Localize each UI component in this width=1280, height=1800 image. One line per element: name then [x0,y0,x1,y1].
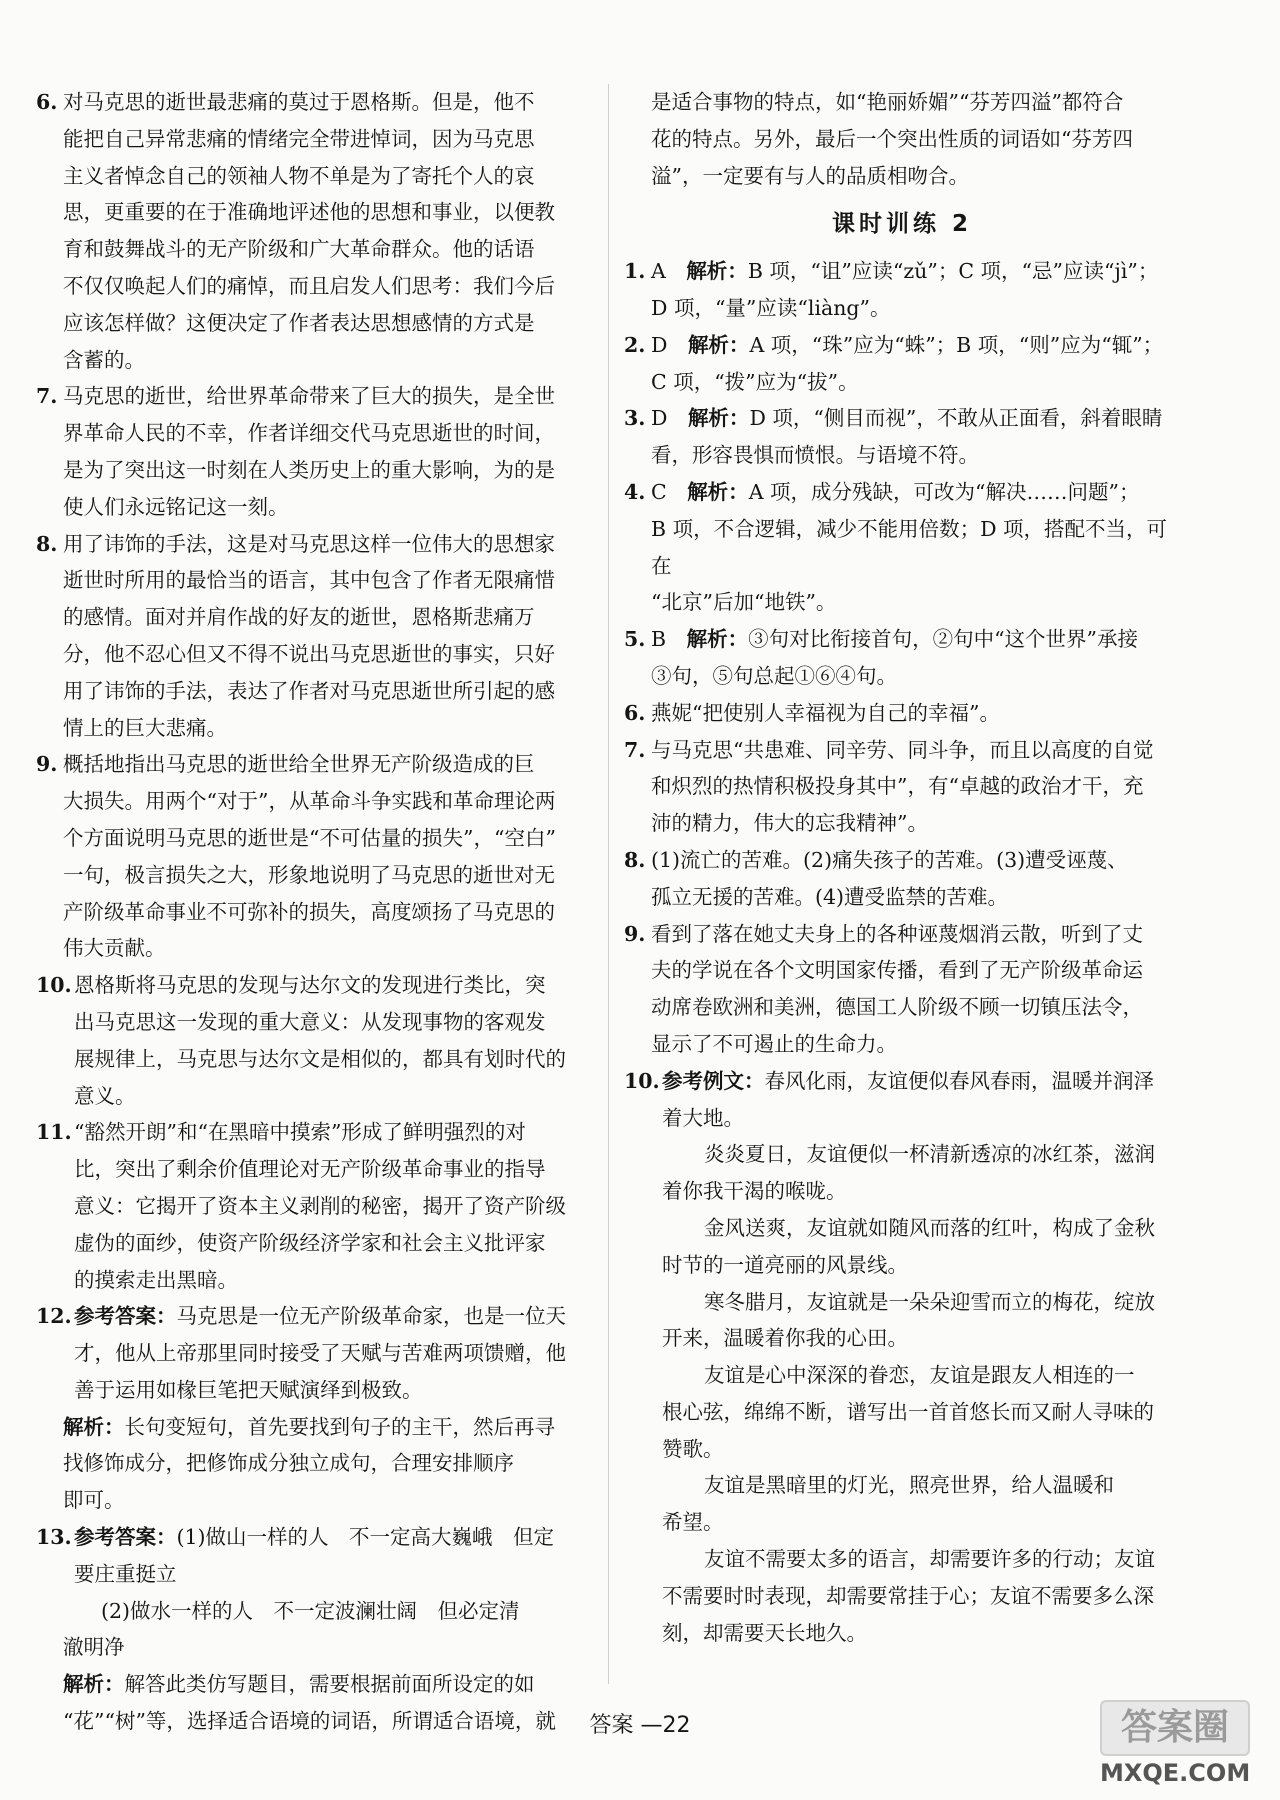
answer-item [36,526,594,747]
reference-answer-label: 参考答案： [74,1525,177,1550]
answer-text-line: 不仅仅唤起人们的痛悼，而且启发人们思考：我们今后 [63,273,555,298]
answer-item [36,746,594,967]
answer-text-line: 和炽烈的热情积极投身其中”，有“卓越的政治才干，充 [651,774,1144,799]
essay-paragraph-line: 刻，却需要天长地久。 [662,1620,867,1645]
answer-text-line: 个方面说明马克思的逝世是“不可估量的损失”，“空白” [63,825,556,850]
section-title: 课时训练 2 [831,211,972,238]
answer-text-line: 要庄重挺立 [74,1561,177,1586]
answer-number: 9. [36,752,58,777]
essay-paragraph-line: 着你我干渴的喉咙。 [662,1179,847,1204]
answer-text-line: 一句，极言损失之大，形象地说明了马克思的逝世对无 [63,862,555,887]
answer-number: 10. [36,973,72,998]
analysis-label: 解析： [687,332,750,357]
answer-text-line: “北京”后加“地铁”。 [651,590,837,615]
answer-item [624,1063,1180,1137]
essay-paragraph-line: 寒冬腊月，友谊就是一朵朵迎雪而立的梅花，绽放 [704,1289,1155,1314]
answer-text-line: 应该怎样做？这便决定了作者表达思想感情的方式是 [63,310,535,335]
answer-item [624,621,1180,695]
essay-paragraph-line: 友谊是黑暗里的灯光，照亮世界，给人温暖和 [704,1473,1114,1498]
answer-line [662,1063,1180,1100]
essay-paragraph-line: 不需要时时表现，却需要常挂于心；友谊不需要多么深 [662,1583,1154,1608]
analysis-text: 找修饰成分，把修饰成分独立成句，合理安排顺序 [63,1451,514,1476]
answer-text-line: C 项，“拨”应为“拔”。 [651,369,859,394]
essay-paragraph-line: 金风送爽，友谊就如随风而落的红叶，构成了金秋 [704,1215,1155,1240]
analysis-line [36,1445,594,1482]
watermark-logo-text: 答案圈 [1100,1700,1250,1756]
analysis-text: “花”“树”等，选择适合语境的词语，所谓适合语境，就 [63,1709,556,1734]
answer-text-line: 思，更重要的在于准确地评述他的思想和事业，以便教 [63,200,555,225]
reference-answer-label: 参考例文： [662,1068,765,1093]
essay-paragraph-line: 赞歌。 [662,1436,724,1461]
answer-text-line: 沛的精力，伟大的忘我精神”。 [651,811,928,836]
essay-paragraph-line: 时节的一道亮丽的风景线。 [662,1252,908,1277]
answer-text-line: B 项，不合逻辑，减少不能用倍数；D 项，搭配不当，可在 [651,516,1168,578]
answer-item [36,378,594,525]
answer-item [624,400,1180,474]
answer-number: 2. [624,332,646,357]
answer-number: 13. [36,1525,72,1550]
answer-text-line: 才，他从上帝那里同时接受了天赋与苦难两项馈赠，他 [74,1341,566,1366]
answer-text-line: 用了讳饰的手法，这是对马克思这样一位伟大的思想家 [63,531,555,556]
answer-number: 5. [624,627,646,652]
analysis-text: 长句变短句，首先要找到句子的主干，然后再寻 [124,1414,555,1439]
answer-text-line: 用了讳饰的手法，表达了作者对马克思逝世所引起的感 [63,678,555,703]
answer-item [36,967,594,1114]
answer-text-line: 的摸索走出黑暗。 [74,1267,238,1292]
analysis-line [36,1482,594,1519]
answer-text-line: 显示了不可遏止的生命力。 [651,1031,897,1056]
answer-text-line: 看，形容畏惧而愤恨。与语境不符。 [651,443,979,468]
answer-choice: A [651,259,666,284]
answer-number: 6. [624,700,646,725]
answer-item [36,1519,594,1593]
sub-answer-line: (2)做水一样的人 不一定波澜壮阔 但必定清 [101,1598,520,1623]
answer-text-line: 育和鼓舞战斗的无产阶级和广大革命群众。他的话语 [63,237,535,262]
answer-number: 8. [624,847,646,872]
answer-text-line: 马克思的逝世，给世界革命带来了巨大的损失，是全世 [63,384,555,409]
answer-item [624,916,1180,1063]
answer-number: 7. [624,737,646,762]
answer-text-line: (1)做山一样的人 不一定高大巍峨 但定 [176,1525,555,1550]
answer-text-line: 含蓄的。 [63,347,145,372]
watermark-site-name: MXQE.COM [1100,1759,1251,1787]
answer-item [624,253,1180,327]
answer-text-line: 的感情。面对并肩作战的好友的逝世，恩格斯悲痛万 [63,605,535,630]
analysis-label: 解析： [63,1672,125,1697]
answer-text-line: A 项，“珠”应为“蛛”；B 项，“则”应为“辄”； [749,332,1164,357]
answer-text-line: 燕妮“把使别人幸福视为自己的幸福”。 [651,700,1000,725]
answer-text-line: ③句对比衔接首句，②句中“这个世界”承接 [748,627,1139,652]
answer-choice: D [651,406,668,431]
answer-text-line: 使人们永远铭记这一刻。 [63,494,289,519]
analysis-line [36,1409,594,1446]
analysis-label: 解析： [686,627,749,652]
continued-text-line: 花的特点。另外，最后一个突出性质的词语如“芬芳四 [651,126,1133,151]
page-footer [0,1708,1280,1739]
answer-text-line: “豁然开朗”和“在黑暗中摸索”形成了鲜明强烈的对 [74,1120,526,1145]
answer-text-line: 孤立无援的苦难。(4)遭受监禁的苦难。 [651,884,1009,909]
analysis-text: 解答此类仿写题目，需要根据前面所设定的如 [124,1672,535,1697]
reference-answer-label: 参考答案： [74,1304,177,1329]
answer-text-line: 伟大贡献。 [63,936,166,961]
answer-text-line: 夫的学说在各个文明国家传播，看到了无产阶级革命运 [651,958,1143,983]
analysis-label: 解析： [687,406,750,431]
answer-text-line: ③句，⑤句总起①⑥④句。 [651,663,897,688]
answer-item [624,474,1180,621]
answer-item [36,1114,594,1298]
answer-number: 12. [36,1304,72,1329]
answer-text-line: 意义。 [74,1083,136,1108]
right-column [624,84,1180,1651]
answer-text-line: B 项，“诅”应读“zǔ”；C 项，“忌”应读“jì”； [747,259,1159,284]
answer-text-line: 对马克思的逝世最悲痛的莫过于恩格斯。但是，他不 [63,90,535,114]
answer-line [651,621,1180,658]
answer-text-line: 界革命人民的不幸，作者详细交代马克思逝世的时间， [63,421,555,446]
answer-text-line: 能把自己异常悲痛的情绪完全带进悼词，因为马克思 [63,126,535,151]
answer-text-line: 分，他不忍心但又不得不说出马克思逝世的事实，只好 [63,641,555,666]
left-column [36,84,594,1740]
answer-number: 8. [36,531,58,556]
answer-text-line: 主义者悼念自己的领袖人物不单是为了寄托个人的哀 [63,163,535,188]
essay-paragraph-line: 希望。 [662,1510,724,1535]
answer-number: 6. [36,90,58,114]
analysis-label: 解析： [686,259,748,284]
answer-item [624,695,1180,732]
continued-text-line: 溢”，一定要有与人的品质相吻合。 [651,163,969,188]
sub-answer-line: 澈明净 [63,1635,125,1660]
answer-text-line: D 项，“量”应读“liàng”。 [651,295,891,320]
answer-number: 4. [624,479,646,504]
answer-text-line: A 项，成分残缺，可改为“解决……问题”； [748,479,1140,504]
analysis-line [36,1666,594,1703]
analysis-label: 解析： [63,1414,125,1439]
answer-text-line: 虚伪的面纱，使资产阶级经济学家和社会主义批评家 [74,1230,546,1255]
answer-line [651,474,1180,511]
page-number: 答案 —22 [589,1713,691,1738]
essay-paragraph-line: 友谊不需要太多的语言，却需要许多的行动；友谊 [704,1547,1155,1572]
answer-choice: B [651,627,667,652]
answer-line [74,1298,594,1335]
answer-item [36,1298,594,1408]
answer-text-line: 是为了突出这一时刻在人类历史上的重大影响，为的是 [63,457,555,482]
answer-text-line: 善于运用如椽巨笔把天赋演绎到极致。 [74,1377,423,1402]
answer-line [651,400,1180,437]
continued-text-line: 是适合事物的特点，如“艳丽娇媚”“芬芳四溢”都符合 [651,90,1124,114]
answer-text-line: 意义：它揭开了资本主义剥削的秘密，揭开了资产阶级 [74,1193,566,1218]
answer-text-line: 产阶级革命事业不可弥补的损失，高度颂扬了马克思的 [63,899,555,924]
answer-number: 11. [36,1120,72,1145]
answer-item [36,84,594,378]
answer-text-line: 动席卷欧洲和美洲，德国工人阶级不顾一切镇压法令， [651,995,1143,1020]
answer-text-line: 恩格斯将马克思的发现与达尔文的发现进行类比，突 [74,973,546,998]
answer-text-line: 与马克思“共患难、同辛劳、同斗争，而且以高度的自觉 [651,737,1154,762]
answer-text-line: (1)流亡的苦难。(2)痛失孩子的苦难。(3)遭受诬蔑、 [651,847,1128,872]
answer-text-line: 春风化雨，友谊便似春风春雨，温暖并润泽 [764,1068,1154,1093]
answer-item [624,732,1180,842]
answer-text-line: 着大地。 [662,1105,744,1130]
answer-text-line: 情上的巨大悲痛。 [63,715,227,740]
answer-item [624,327,1180,401]
answer-text-line: 看到了落在她丈夫身上的各种诬蔑烟消云散，听到了丈 [651,921,1143,946]
answer-text-line: 概括地指出马克思的逝世给全世界无产阶级造成的巨 [63,752,535,777]
answer-text-line: 比，突出了剩余价值理论对无产阶级革命事业的指导 [74,1157,546,1182]
answer-number: 7. [36,384,58,409]
answer-number: 1. [624,259,646,284]
answer-text-line: 展规律上，马克思与达尔文是相似的，都具有划时代的 [74,1046,566,1071]
analysis-text: 即可。 [63,1488,125,1513]
site-watermark-logo [1100,1700,1250,1790]
answer-number: 9. [624,921,646,946]
answer-line [651,327,1180,364]
column-divider [608,84,609,1684]
answer-choice: C [651,479,667,504]
essay-paragraph-line: 根心弦，绵绵不断，谱写出一首首悠长而又耐人寻味的 [662,1399,1154,1424]
answer-text-line: 大损失。用两个“对于”，从革命斗争实践和革命理论两 [63,789,556,814]
answer-number: 10. [624,1068,660,1093]
answer-text-line: D 项，“侧目而视”，不敢从正面看，斜着眼睛 [749,406,1163,431]
answer-item [624,842,1180,916]
essay-paragraph-line: 开来，温暖着你我的心田。 [662,1326,908,1351]
answer-text-line: 马克思是一位无产阶级革命家，也是一位天 [176,1304,566,1329]
answer-line [74,1519,594,1556]
answer-line [651,253,1180,290]
answer-number: 3. [624,406,646,431]
analysis-label: 解析： [687,479,749,504]
answer-text-line: 逝世时所用的最恰当的语言，其中包含了作者无限痛惜 [63,568,555,593]
essay-paragraph-line: 友谊是心中深深的眷恋，友谊是跟友人相连的一 [704,1363,1135,1388]
answer-choice: D [651,332,668,357]
essay-paragraph-line: 炎炎夏日，友谊便似一杯清新透凉的冰红茶，滋润 [704,1142,1155,1167]
answer-text-line: 出马克思这一发现的重大意义：从发现事物的客观发 [74,1009,546,1034]
